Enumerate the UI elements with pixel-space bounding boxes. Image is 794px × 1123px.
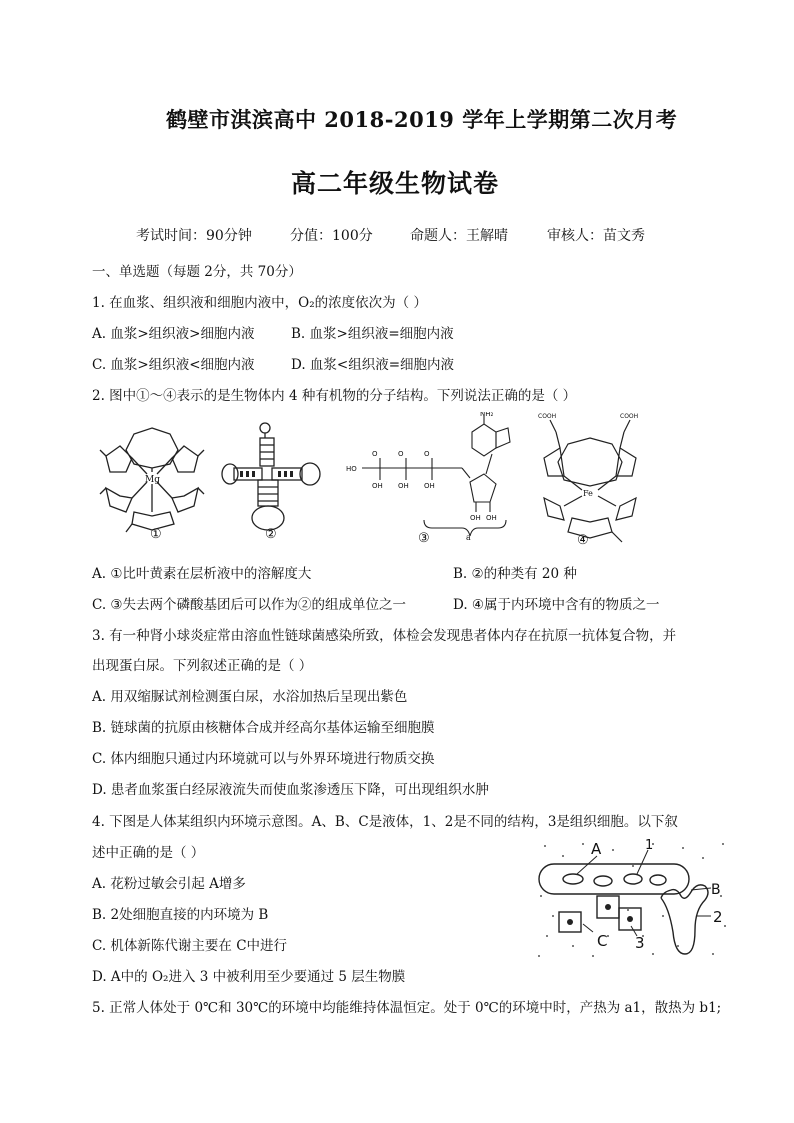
q2-stem: 2. 图中①～④表示的是生物体内 4 种有机物的分子结构。下列说法正确的是（ ）	[92, 388, 577, 404]
q2-option-b: B. ②的种类有 20 种	[453, 566, 577, 582]
q2-option-d: D. ④属于内环境中含有的物质之一	[453, 597, 660, 613]
fig-label-4: ④	[577, 533, 589, 548]
svg-text:OH: OH	[398, 482, 409, 490]
q2-option-a: A. ①比叶黄素在层析液中的溶解度大	[92, 566, 312, 582]
fe-atom-label: Fe	[583, 489, 593, 498]
q3-option-d: D. 患者血浆蛋白经尿液流失而使血浆渗透压下降，可出现组织水肿	[92, 782, 489, 798]
fig-label-3-cell: 3	[635, 934, 645, 952]
svg-text:OH: OH	[372, 482, 383, 490]
fig-label-2-structure: 2	[713, 908, 723, 926]
fig-label-1: ①	[150, 527, 162, 542]
q4-option-d: D. A中的 O₂进入 3 中被利用至少要通过 5 层生物膜	[92, 969, 406, 985]
q4-stem-line2: 述中正确的是（ ）	[92, 845, 205, 861]
q3-option-b: B. 链球菌的抗原由核糖体合成并经高尔基体运输至细胞膜	[92, 720, 435, 736]
svg-text:OH: OH	[424, 482, 435, 490]
svg-text:O: O	[398, 450, 404, 458]
exam-subtitle: 高二年级生物试卷	[291, 169, 500, 198]
q1-option-d: D. 血浆<组织液=细胞内液	[291, 357, 455, 373]
svg-text:COOH: COOH	[538, 413, 557, 420]
q4-option-c: C. 机体新陈代谢主要在 C中进行	[92, 938, 288, 954]
tissue-environment-figure	[533, 836, 733, 966]
svg-text:HO: HO	[346, 465, 357, 473]
svg-text:OH: OH	[470, 514, 481, 522]
label-a: a	[466, 533, 471, 542]
q3-option-c: C. 体内细胞只通过内环境就可以与外界环境进行物质交换	[92, 751, 435, 767]
q5-stem: 5. 正常人体处于 0℃和 30℃的环境中均能维持体温恒定。处于 0℃的环境中时，产热为 a1，散热为 b1;	[92, 1000, 722, 1016]
q1-option-b: B. 血浆>组织液=细胞内液	[291, 326, 454, 342]
fig-label-C: C	[597, 932, 608, 950]
fig-label-3: ③	[418, 531, 430, 546]
svg-text:O: O	[372, 450, 378, 458]
q1-stem: 1. 在血浆、组织液和细胞内液中，O₂的浓度依次为（ ）	[92, 295, 427, 311]
chlorophyll-structure-figure	[92, 416, 212, 541]
fig-label-1-structure: 1	[645, 838, 654, 853]
exam-time: 考试时间：90分钟	[136, 228, 252, 244]
exam-score: 分值：100分	[290, 228, 373, 244]
exam-reviewer: 审核人：苗文秀	[547, 228, 645, 244]
q4-option-b: B. 2处细胞直接的内环境为 B	[92, 907, 269, 923]
fig-label-A: A	[591, 840, 602, 858]
svg-text:COOH: COOH	[620, 413, 639, 420]
svg-text:OH: OH	[486, 514, 497, 522]
section-heading: 一、单选题（每题 2分，共 70分）	[92, 264, 302, 280]
svg-text:O: O	[424, 450, 430, 458]
atp-structure-figure	[342, 412, 512, 547]
exam-title: 鹤壁市淇滨高中 2018-2019 学年上学期第二次月考	[166, 107, 678, 132]
heme-structure-figure	[520, 410, 660, 550]
q2-option-c: C. ③失去两个磷酸基团后可以作为②的组成单位之一	[92, 597, 407, 613]
q4-option-a: A. 花粉过敏会引起 A增多	[92, 876, 246, 892]
svg-text:NH₂: NH₂	[480, 412, 494, 418]
q1-option-a: A. 血浆>组织液>细胞内液	[92, 326, 255, 342]
q3-stem-line2: 出现蛋白尿。下列叙述正确的是（ ）	[92, 658, 313, 674]
q3-option-a: A. 用双缩脲试剂检测蛋白尿，水浴加热后呈现出紫色	[92, 689, 408, 705]
trna-structure-figure	[220, 416, 330, 541]
fig-label-B: B	[711, 882, 721, 898]
exam-author: 命题人：王解晴	[410, 228, 508, 244]
q3-stem-line1: 3. 有一种肾小球炎症常由溶血性链球菌感染所致，体检会发现患者体内存在抗原一抗体复合物，并	[92, 628, 677, 644]
mg-atom-label: Mg	[145, 475, 160, 485]
q4-stem-line1: 4. 下图是人体某组织内环境示意图。A、B、C是液体，1、2是不同的结构，3是组织细胞。以下叙	[92, 814, 678, 830]
fig-label-2: ②	[265, 527, 277, 542]
q1-option-c: C. 血浆>组织液<细胞内液	[92, 357, 255, 373]
